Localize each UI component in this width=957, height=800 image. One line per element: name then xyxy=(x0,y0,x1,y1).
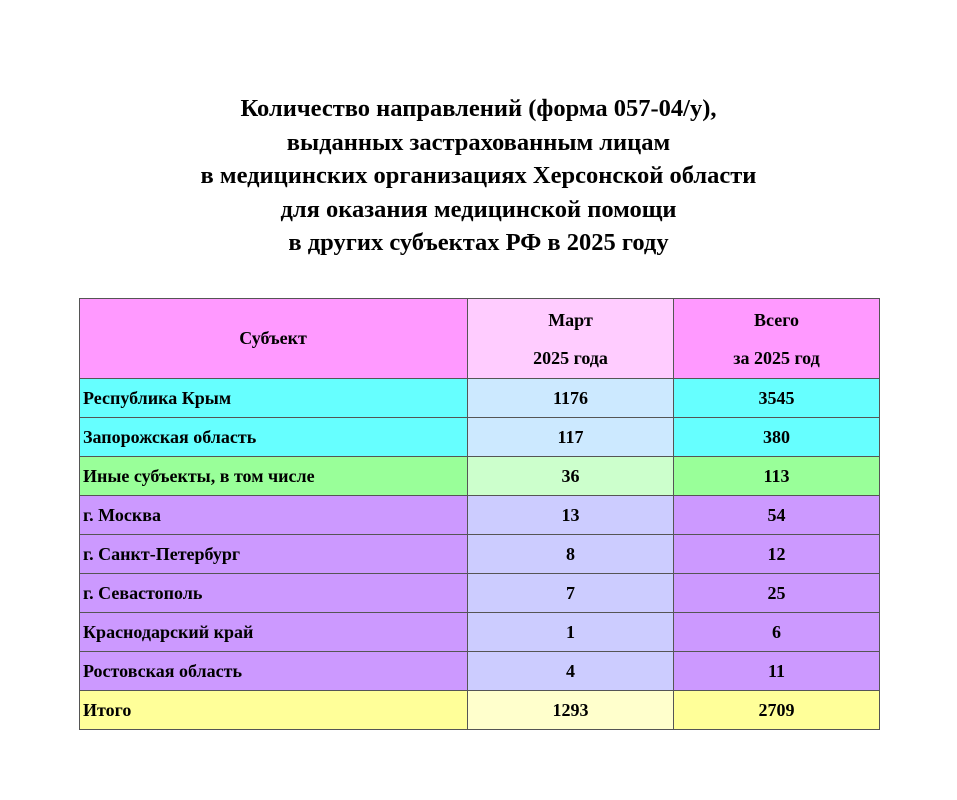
document-title xyxy=(0,92,957,260)
title-line-2: выданных застрахованным лицам xyxy=(286,128,671,156)
row-subject: Запорожская область xyxy=(80,418,468,457)
header-total-line1: Всего xyxy=(754,309,799,330)
table-row xyxy=(80,379,880,418)
row-march: 4 xyxy=(468,652,674,691)
row-total: 113 xyxy=(674,457,880,496)
row-march: 13 xyxy=(468,496,674,535)
row-march: 7 xyxy=(468,574,674,613)
table-row xyxy=(80,574,880,613)
header-subject: Субъект xyxy=(80,299,468,379)
row-march: 1 xyxy=(468,613,674,652)
row-total: 6 xyxy=(674,613,880,652)
row-total: 380 xyxy=(674,418,880,457)
header-march-line2: 2025 года xyxy=(533,347,608,368)
row-subject: г. Москва xyxy=(80,496,468,535)
title-line-3: в медицинских организациях Херсонской области xyxy=(200,162,757,189)
row-march: 1176 xyxy=(468,379,674,418)
row-subject: г. Санкт-Петербург xyxy=(80,535,468,574)
table-header-row xyxy=(80,299,880,379)
total-label: Итого xyxy=(80,691,468,730)
table-row xyxy=(80,457,880,496)
table-row xyxy=(80,535,880,574)
referrals-table xyxy=(79,298,880,730)
row-total: 11 xyxy=(674,652,880,691)
table-row xyxy=(80,613,880,652)
row-total: 12 xyxy=(674,535,880,574)
table-row xyxy=(80,496,880,535)
header-total xyxy=(674,299,880,379)
title-line-1: Количество направлений (форма 057-04/у), xyxy=(240,95,717,122)
header-total-line2: за 2025 год xyxy=(733,347,820,368)
table-total-row xyxy=(80,691,880,730)
header-march xyxy=(468,299,674,379)
total-march: 1293 xyxy=(468,691,674,730)
title-line-5: в других субъектах РФ в 2025 году xyxy=(288,229,669,256)
row-total: 25 xyxy=(674,574,880,613)
row-subject: г. Севастополь xyxy=(80,574,468,613)
row-total: 54 xyxy=(674,496,880,535)
row-subject: Иные субъекты, в том числе xyxy=(80,457,468,496)
row-subject: Ростовская область xyxy=(80,652,468,691)
total-year: 2709 xyxy=(674,691,880,730)
row-total: 3545 xyxy=(674,379,880,418)
table-row xyxy=(80,418,880,457)
row-subject: Республика Крым xyxy=(80,379,468,418)
title-line-4: для оказания медицинской помощи xyxy=(280,195,677,223)
row-march: 8 xyxy=(468,535,674,574)
row-march: 117 xyxy=(468,418,674,457)
row-subject: Краснодарский край xyxy=(80,613,468,652)
row-march: 36 xyxy=(468,457,674,496)
header-march-line1: Март xyxy=(548,309,593,330)
table-row xyxy=(80,652,880,691)
